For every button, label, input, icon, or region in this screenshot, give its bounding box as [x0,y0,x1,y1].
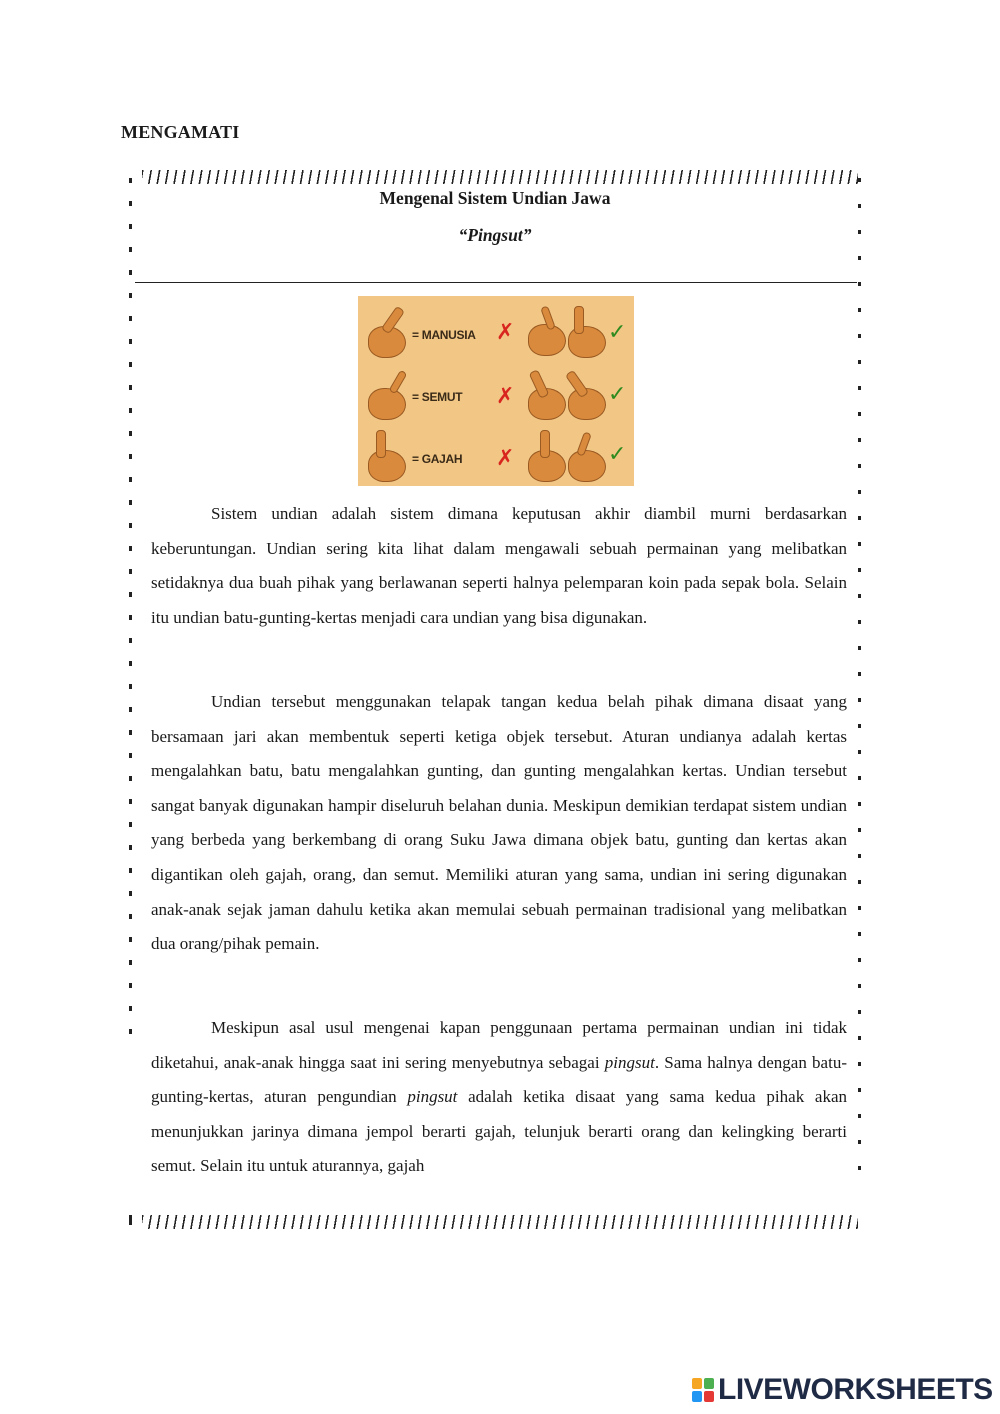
index-finger-icon [565,370,589,399]
check-icon: ✓ [608,442,627,467]
frame-bottom-border [142,1215,858,1229]
paragraph-2-text: Undian tersebut menggunakan telapak tangan kedua belah pihak dimana disaat yang bersamaan jari akan membentuk seperti ketiga objek tersebut. Aturan undianya adalah kertas mengalahkan batu, batu mengalahkan gunting, dan gunting mengalahkan kertas. Undian tersebut sangat banyak digunakan hampir diseluruh belahan dunia. Meskipun demikian terdapat sistem undian yang berbeda yang berkembang di orang Suku Jawa dimana objek batu, gunting dan kertas akan digantikan oleh gajah, orang, dan semut. Memiliki aturan yang sama, undian ini sering digunakan anak-anak sejak jaman dahulu ketika akan memulai sebuah permainan tradisional yang melibatkan dua orang/pihak pemain. [151,692,847,954]
illustration-row-manusia [358,304,634,364]
paragraph-3 [151,1011,847,1184]
illustration-label-gajah: = GAJAH [412,452,463,466]
paragraph-1-text: Sistem undian adalah sistem dimana keputusan akhir diambil murni berdasarkan keberuntungan. Undian sering kita lihat dalam mengawali sebuah permainan yang melibatkan setidaknya dua buah pihak yang berlawanan seperti halnya pelemparan koin pada sepak bola. Selain itu undian batu-gunting-kertas menjadi cara undian yang bisa digunakan. [151,504,847,627]
paragraph-3-text-a: Meskipun asal usul mengenai kapan penggunaan pertama permainan undian ini tidak diketahui, anak-anak hingga saat ini sering menyebutnya sebagai [151,1018,847,1072]
title-divider [135,282,857,283]
illustration-row-gajah [358,428,634,486]
cross-icon: ✗ [496,384,515,409]
illustration-label-manusia: = MANUSIA [412,328,476,342]
section-heading: MENGAMATI [121,122,240,142]
frame-corner [129,1215,132,1225]
logo-tile [692,1391,702,1402]
frame-top-border [142,170,858,184]
paragraph-1 [151,497,847,635]
index-finger-icon [540,430,550,458]
logo-text: LIVEWORKSHEETS [718,1373,993,1406]
pingsut-term: pingsut [407,1087,458,1107]
frame-right-border [858,178,861,1178]
illustration-row-semut [358,366,634,426]
cross-icon: ✗ [496,320,515,345]
logo-tile [692,1378,702,1389]
logo-tiles-icon [692,1378,714,1402]
thumb-icon [376,430,386,458]
check-icon: ✓ [608,382,627,407]
thumb-hand-icon [368,450,406,482]
pingsut-illustration [358,296,634,486]
paragraph-3-text-e: adalah ketika disaat yang sama kedua pihak akan menunjukkan jarinya dimana jempol berarti gajah, telunjuk berarti orang dan kelingking berarti semut. Selain itu untuk aturannya, gajah [151,1087,847,1176]
check-icon: ✓ [608,320,627,345]
illustration-label-semut: = SEMUT [412,390,463,404]
pinky-hand-icon [368,388,406,420]
logo-tile [704,1391,714,1402]
paragraph-2 [151,685,847,962]
liveworksheets-logo [692,1373,993,1407]
cross-icon: ✗ [496,446,515,471]
thumb-icon [574,306,584,334]
pinky-hand-icon [528,324,566,356]
box-title: Mengenal Sistem Undian Jawa [379,188,611,208]
frame-left-border [129,178,132,1038]
logo-tile [704,1378,714,1389]
pingsut-term: pingsut [604,1052,655,1072]
paragraph-3-text-c: . Sama halnya dengan batu-gunting-kertas, aturan pengundian [151,1052,847,1107]
box-subtitle: “Pingsut” [458,225,532,245]
pinky-hand-icon [568,450,606,482]
